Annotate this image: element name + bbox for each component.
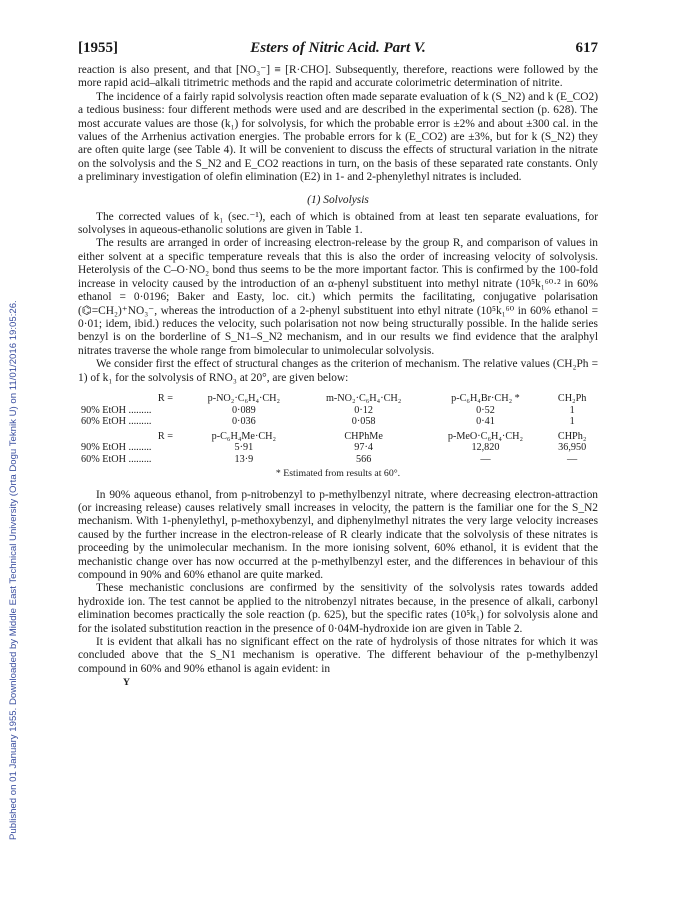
row-label: 60% EtOH ......... (81, 416, 152, 428)
column-header: p-C₆H₄Me·CH₂ (211, 430, 277, 442)
column-header: CHPhMe (344, 430, 383, 442)
page-number: 617 (575, 40, 598, 56)
table-cell: 5·91 (234, 442, 254, 454)
r-label: R = (157, 392, 173, 404)
paragraph-1: reaction is also present, and that [NO₃⁻] ≡ [R·CHO]. Subsequently, therefore, reactions were followed by the more rapid acid–alkali titrimetric methods and the rapid and accurate colorimetric determination of nitrite. (78, 64, 598, 90)
paragraph-7: These mechanistic conclusions are confirmed by the sensitivity of the solvolysis rates towards added hydroxide ion. The test cannot be applied to the nitrobenzyl nitrates because, in the presence of alkali, carbonyl elimination becomes practically the sole reaction (p. 625), but the specific rates (10⁵k₁) for solvolysis alone and for the isolated substitution reaction in the presence of 0·04M-hydroxide ion are given in Table 2. (78, 582, 598, 635)
paragraph-3: The corrected values of k₁ (sec.⁻¹), each of which is obtained from at least ten separate evaluations, for solvolyses in aqueous-ethanolic solutions are given in Table 1. (78, 210, 598, 237)
column-header: m-NO₂·C₆H₄·CH₂ (325, 392, 402, 404)
table-cell: — (480, 453, 491, 465)
table-cell: 1 (569, 404, 575, 416)
column-header: p-C₆H₄Br·CH₂ * (451, 392, 520, 404)
table-row (78, 416, 598, 428)
header-year: [1955] (78, 40, 118, 56)
table-cell: — (567, 453, 578, 465)
section-heading-text: (1) Solvolysis (307, 193, 369, 206)
provenance-text[interactable]: Published on 01 January 1955. Downloaded by Middle East Technical University (Orta Dogu Teknik U) on 11/01/2016 19:05:26. (8, 300, 19, 840)
paragraph-6: In 90% aqueous ethanol, from p-nitrobenzyl to p-methylbenzyl nitrate, where decreasing electron-attraction (or increasing release) causes relatively small increases in velocity, the pattern is the familiar one for the S_N2 mechanism. With 1-phenylethyl, p-methoxybenzyl, and diphenylmethyl nitrates the very large velocity increases caused by the further increase in the electron-release of R clearly indicate that the solvolysis of these nitrates is proceeding by the unimolecular mechanism. In the more ionising solvent, 60% ethanol, it is evident that the mechanistic change over has now occurred at the p-methylbenzyl ester, and the differences in behaviour of this compound in 90% and 60% ethanol are quite marked. (78, 488, 598, 581)
table-cell: 0·12 (354, 404, 373, 416)
column-header: CHPh₂ (557, 430, 587, 442)
provenance-sidebar (6, 40, 20, 850)
table-cell: 1 (569, 416, 575, 428)
table-cell: 36,950 (558, 442, 587, 454)
relative-rates-table (78, 390, 598, 466)
table-cell: 13·9 (234, 453, 254, 465)
table-row (78, 405, 598, 417)
signature-mark: Y (123, 677, 130, 689)
paragraph-4: The results are arranged in order of increasing electron-release by the group R, and comparison of values in either solvent at a specific temperature reveals that this is also the order of increasing velocity of solvolysis. Heterolysis of the C–O·NO₂ bond thus seems to be the more important factor. This is confirmed by the 100-fold increase in velocity caused by the introduction of an α-phenyl substituent into methyl nitrate (10⁵k₁⁶⁰·² in 60% ethanol = 0·0196; Baker and Easty, loc. cit.) which permits the facilitating, conjugative polarisation (⌬=CH₂)⁺NO₃⁻, whereas the introduction of a 2-phenyl substituent into ethyl nitrate (10⁵k₁⁶⁰ in 60% ethanol = 0·01; idem, ibid.) reduces the velocity, such polarisation not now being structurally possible. In the halide series benzyl is on the borderline of S_N1–S_N2 mechanism, and in our results we find evidence that the aralphyl nitrates traverse the whole range from bimolecular to unimolecular solvolysis. (78, 237, 598, 357)
row-label: 90% EtOH ......... (81, 404, 152, 416)
table-row (78, 442, 598, 454)
paragraph-5: We consider first the effect of structural changes as the criterion of mechanism. The relative values (CH₂Ph = 1) of k₁ for the solvolysis of RNO₃ at 20°, are given below: (78, 358, 598, 384)
header-title: Esters of Nitric Acid. Part V. (250, 40, 426, 56)
table-cell: 0·058 (351, 416, 376, 428)
r-label: R = (157, 430, 173, 442)
section-heading (78, 194, 598, 206)
table-footnote: * Estimated from results at 60°. (275, 467, 401, 479)
running-header (78, 40, 598, 64)
journal-page (78, 40, 598, 688)
paragraph-8: It is evident that alkali has no significant effect on the rate of hydrolysis of those nitrates for which it was concluded above that the S_N1 mechanism is operative. The different behaviour of the p-methylbenzyl compound in 60% and 90% ethanol is again evident: in (78, 635, 598, 675)
table-cell: 0·52 (476, 404, 495, 416)
column-header: p-NO₂·C₆H₄·CH₂ (207, 392, 281, 404)
table-cell: 0·089 (231, 404, 256, 416)
row-label: 60% EtOH ......... (81, 453, 152, 465)
table-cell: 0·036 (231, 416, 256, 428)
table-cell: 566 (356, 453, 372, 465)
paragraph-2: The incidence of a fairly rapid solvolysis reaction often made separate evaluation of k (S_N2) and k (E_CO2) a tedious business: four different methods were used and are described in the experimental section (p. 628). The most accurate values are those (k₁) for solvolysis, for which the probable error is ±2% and about ±300 cal. in the values of the Arrhenius activation energies. The probable errors for k (E_CO2) are ±3%, but for k (S_N2) they are often quite large (see Table 4). It will be convenient to discuss the effects of structural variation in the nitrate on the solvolysis and the S_N2 and E_CO2 reactions in turn, on the basis of these separated rate constants. Only a preliminary investigation of olefin elimination (E2) in 1- and 2-phenylethyl nitrates is included. (78, 90, 598, 184)
table-cell: 0·41 (476, 416, 495, 428)
table-header-row (78, 428, 598, 443)
table-header-row (78, 390, 598, 405)
table-cell: 12,820 (471, 442, 500, 454)
table-row (78, 454, 598, 466)
row-label: 90% EtOH ......... (81, 442, 152, 454)
table-cell: 97·4 (354, 442, 373, 454)
column-header: CH₂Ph (557, 392, 587, 404)
column-header: p-MeO·C₆H₄·CH₂ (447, 430, 524, 442)
